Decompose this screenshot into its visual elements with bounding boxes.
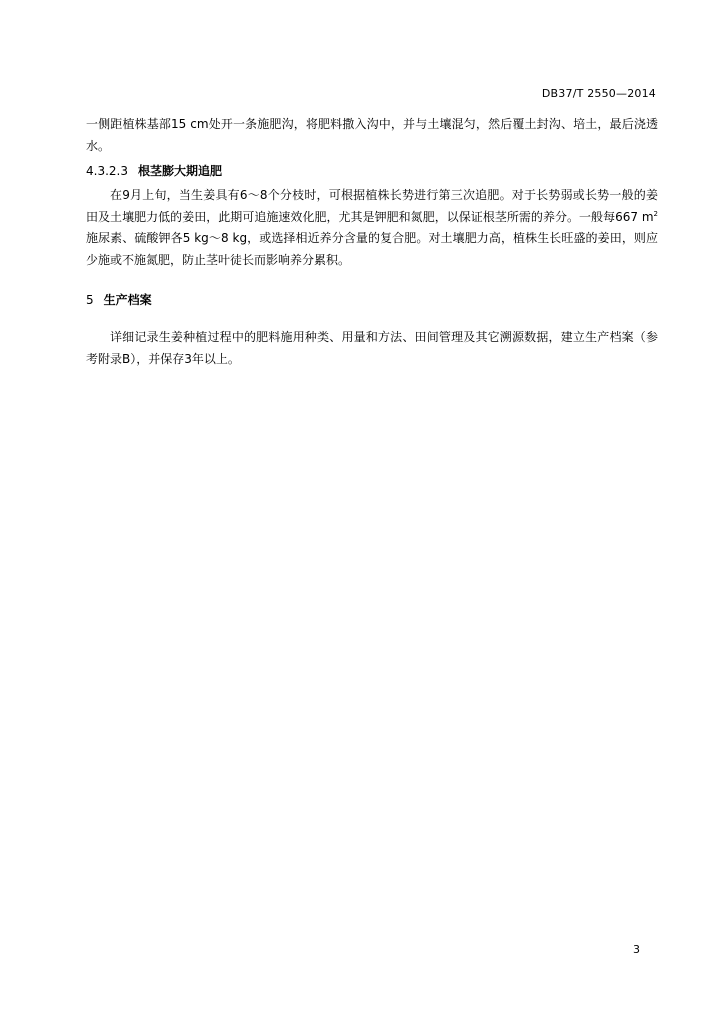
paragraph-text-part-1: 在9月上旬，当生姜具有6～8个分枝时，可根据植株长势进行第三次追肥。对于长势弱或长势一般的姜田及土壤肥力低的姜田，此期可追施速效化肥，尤其是钾肥和氮肥，以保证根茎所需的养分。一般每667 m	[86, 188, 658, 224]
section-title: 根茎膨大期追肥	[137, 164, 222, 178]
document-standard-id: DB37/T 2550—2014	[541, 87, 656, 100]
section-heading-5	[86, 291, 658, 309]
section-number: 5	[86, 293, 94, 307]
superscript-2: 2	[653, 209, 658, 218]
page-number: 3	[633, 943, 640, 956]
paragraph-text-part-2: 施尿素、硫酸钾各5 kg～8 kg，或选择相近养分含量的复合肥。对土壤肥力高，植株生长旺盛的姜田，则应少施或不施氮肥，防止茎叶徒长而影响养分累积。	[86, 231, 658, 267]
rhizome-expansion-fertilization-paragraph	[86, 185, 658, 271]
section-title: 生产档案	[103, 293, 152, 307]
section-number: 4.3.2.3	[86, 164, 128, 178]
section-heading-4-3-2-3	[86, 162, 658, 180]
continuation-paragraph: 一侧距植株基部15 cm处开一条施肥沟，将肥料撒入沟中，并与土壤混匀，然后覆土封沟、培土，最后浇透水。	[86, 117, 658, 153]
page-content	[86, 114, 658, 370]
production-records-paragraph: 详细记录生姜种植过程中的肥料施用种类、用量和方法、田间管理及其它溯源数据，建立生产档案（参考附录B），并保存3年以上。	[86, 330, 658, 366]
